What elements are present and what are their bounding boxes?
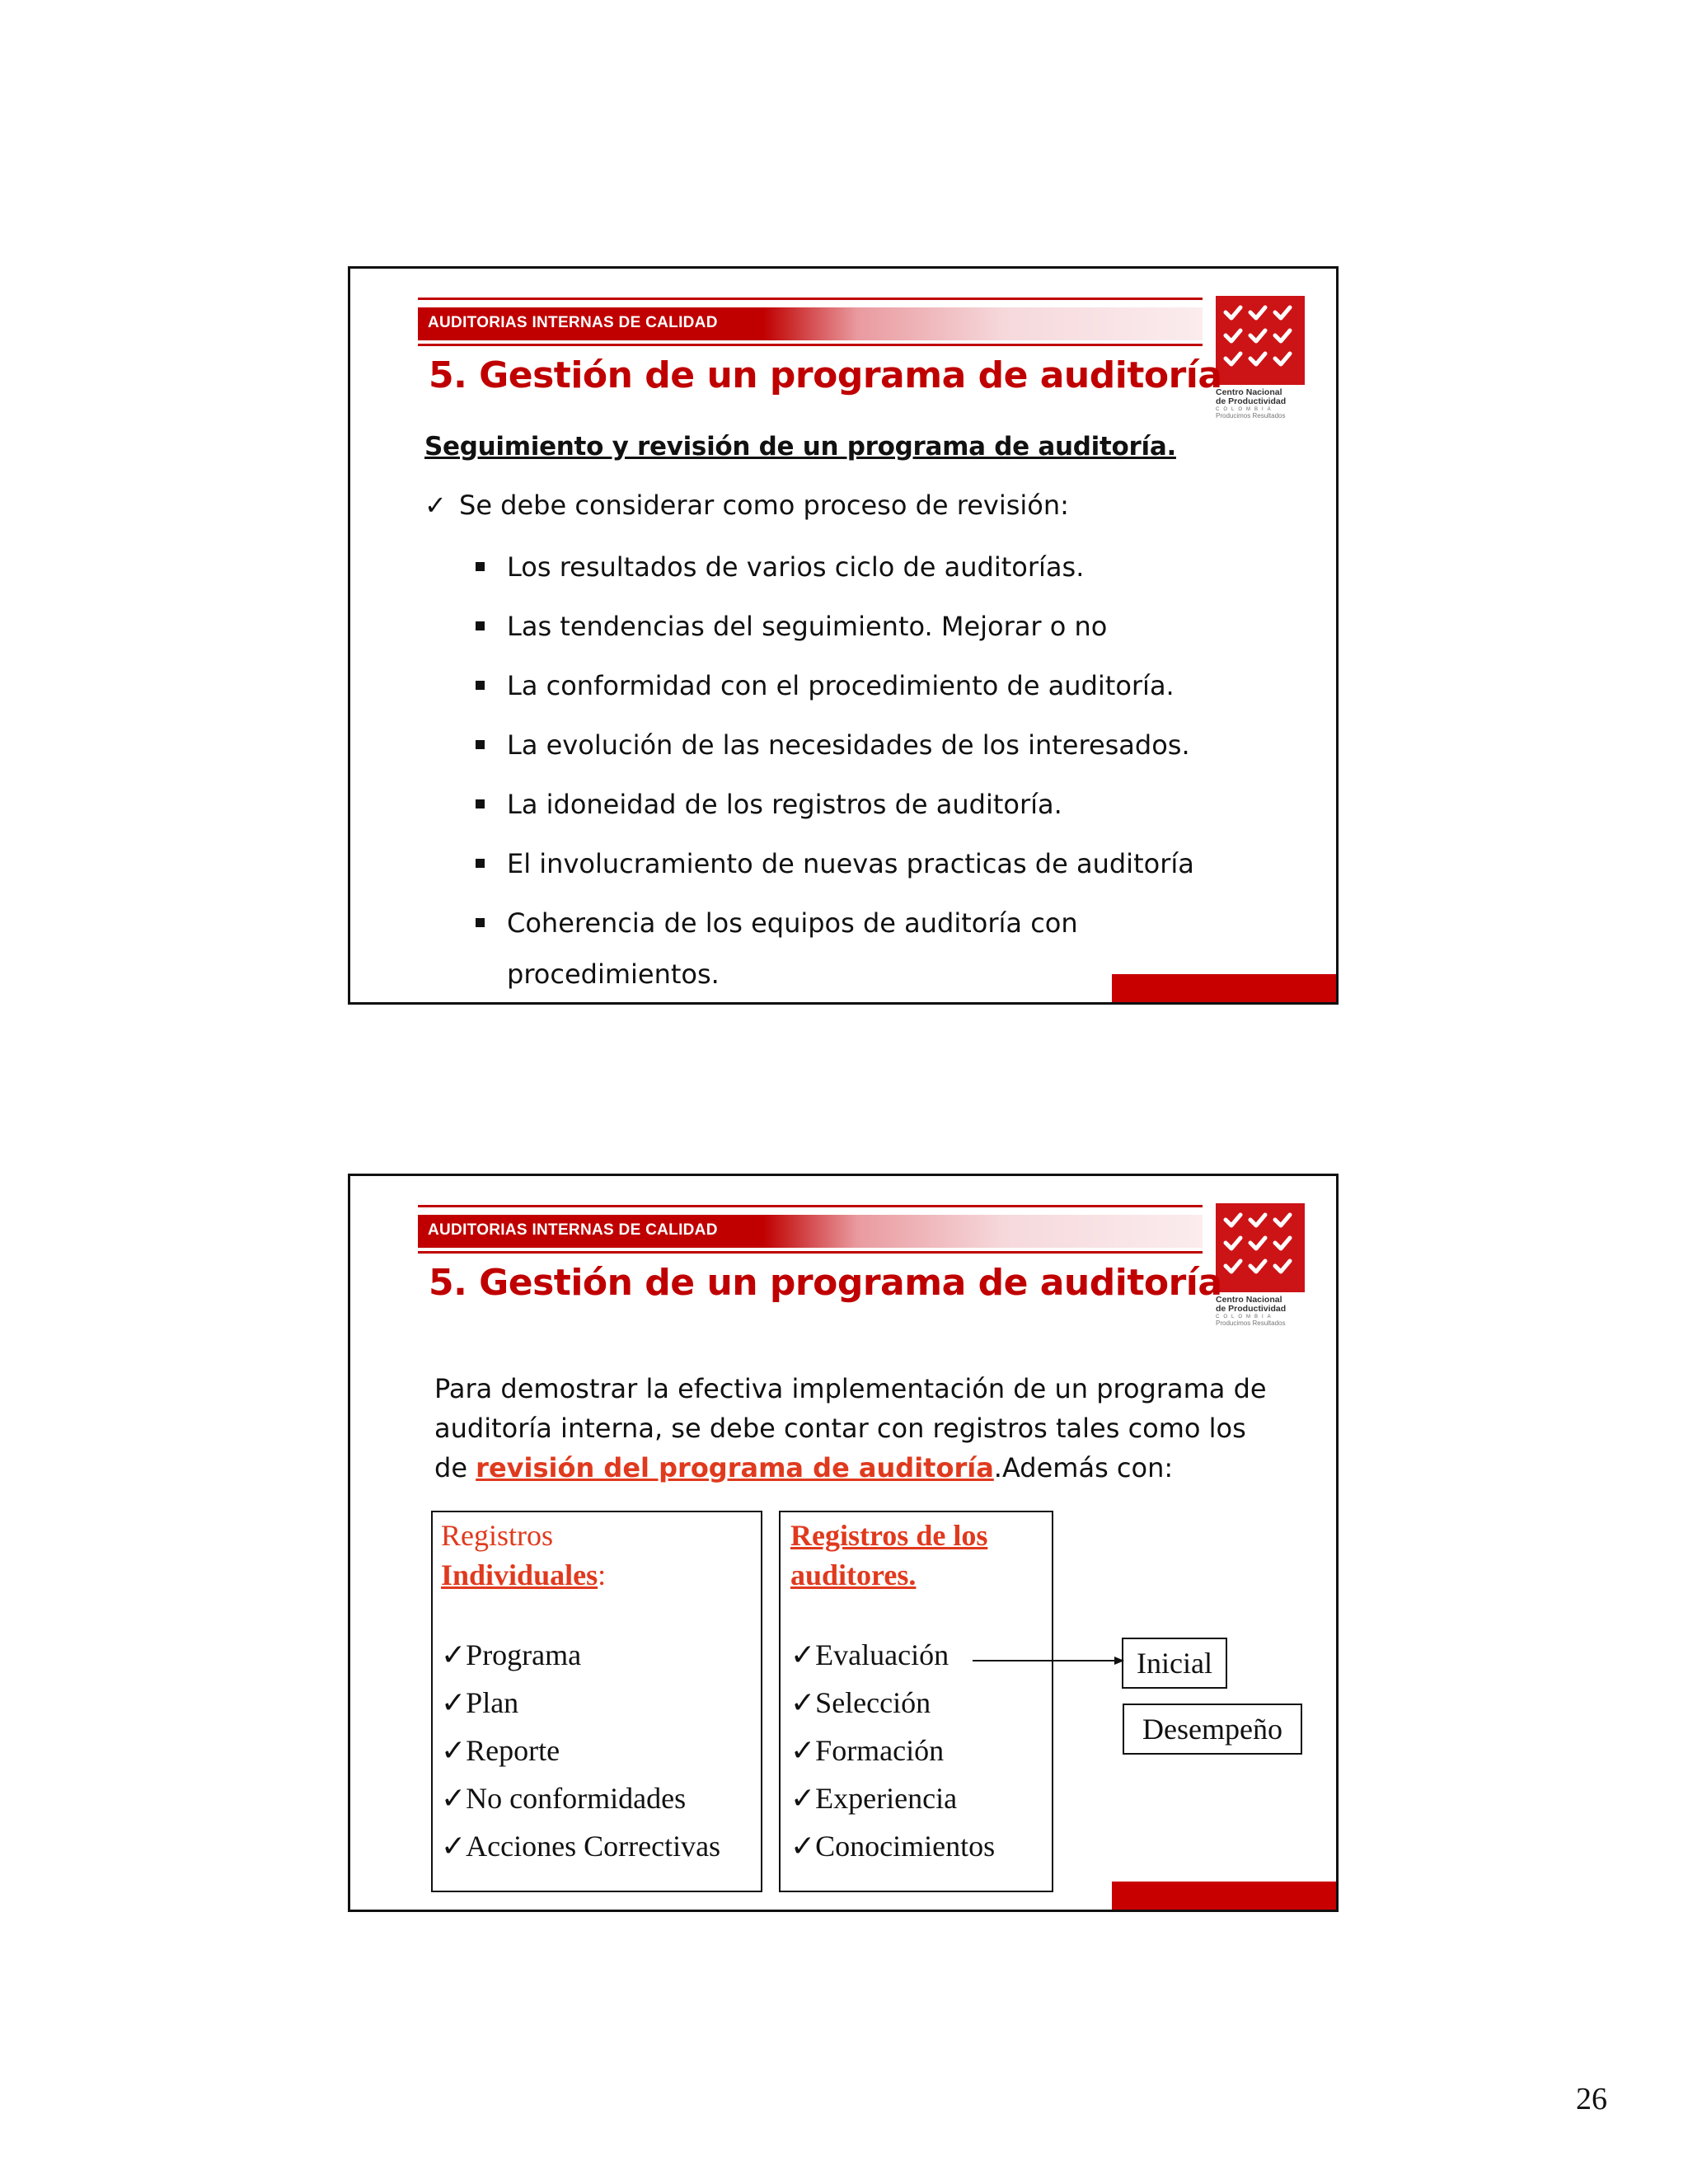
logo-slogan: Producimos Resultados [1216,412,1286,419]
check-item-text: Se debe considerar como proceso de revisión: [459,490,1069,521]
square-bullet-icon [476,918,485,927]
square-bullet-icon [476,621,485,630]
list-item: El involucramiento de nuevas practicas de auditoría [476,847,1194,907]
header-rule-bottom [418,344,1203,346]
list-item: ✓Programa [441,1638,582,1671]
checkmark-icon: ✓ [441,1734,467,1767]
individual-records-box [431,1511,762,1892]
company-logo [1216,1203,1305,1327]
checkmark-icon: ✓ [790,1686,816,1719]
company-logo [1216,296,1305,419]
header-banner-text: AUDITORIAS INTERNAS DE CALIDAD [428,314,718,331]
square-bullet-icon [476,740,485,749]
check-item [424,490,1069,521]
list-item: ✓Conocimientos [790,1830,996,1863]
list-item: ✓Evaluación [790,1638,950,1671]
list-item: ✓Plan [441,1686,519,1719]
checkmark-icon: ✓ [424,490,447,521]
checkmark-icon: ✓ [441,1638,467,1671]
page-number: 26 [1576,2082,1607,2116]
individual-records-list [441,1631,753,1870]
list-item: Los resultados de varios ciclo de auditorías. [476,551,1194,610]
checkmark-icon: ✓ [790,1638,816,1671]
checkmark-icon: ✓ [790,1734,816,1767]
list-item: ✓No conformidades [441,1782,687,1815]
checkmark-icon: ✓ [790,1830,816,1863]
square-bullet-icon [476,799,485,808]
list-item: ✓Reporte [441,1734,560,1767]
list-item: Las tendencias del seguimiento. Mejorar o no [476,610,1194,669]
logo-checkmarks-icon [1216,296,1305,385]
list-item: La evolución de las necesidades de los interesados. [476,729,1194,788]
square-bullet-icon [476,859,485,868]
initial-box: Inicial [1122,1638,1227,1689]
slide-title: 5. Gestión de un programa de auditoría [429,1262,1222,1304]
header-banner [418,1215,1203,1248]
logo-country: COLOMBIA [1216,1315,1275,1319]
list-item: ✓Acciones Correctivas [441,1830,721,1863]
logo-name: Centro Nacional de Productividad [1216,387,1287,406]
subheading: Seguimiento y revisión de un programa de auditoría. [424,432,1176,462]
slide-2 [348,1174,1339,1912]
intro-paragraph: Para demostrar la efectiva implementación de un programa de auditoría interna, se debe contar con registros tales como los de revisión del programa de auditoría.Además con: [434,1373,1267,1483]
checkmark-icon: ✓ [441,1782,467,1815]
performance-box: Desempeño [1123,1704,1302,1755]
square-bullet-icon [476,681,485,690]
header-banner-text: AUDITORIAS INTERNAS DE CALIDAD [428,1221,718,1239]
bullet-list [476,551,1194,1000]
checkmark-icon: ✓ [441,1830,467,1863]
arrow-right-icon [973,1654,1125,1667]
slide-title: 5. Gestión de un programa de auditoría [429,354,1222,396]
list-item: La conformidad con el procedimiento de auditoría. [476,669,1194,729]
list-item: ✓Formación [790,1734,945,1767]
header-rule-top [418,1205,1203,1207]
header-rule-top [418,298,1203,300]
logo-country: COLOMBIA [1216,407,1275,412]
individual-records-heading: Registros Individuales: [441,1519,607,1591]
list-item: La idoneidad de los registros de auditoría. [476,788,1194,847]
checkmark-icon: ✓ [790,1782,816,1815]
program-review-link[interactable]: revisión del programa de auditoría [476,1452,994,1483]
slide-1 [348,266,1339,1005]
list-item: ✓Selección [790,1686,931,1719]
logo-name: Centro Nacional de Productividad [1216,1295,1287,1314]
auditor-records-box [779,1511,1053,1892]
logo-slogan: Producimos Resultados [1216,1319,1286,1327]
list-item: ✓Experiencia [790,1782,958,1815]
list-item: Coherencia de los equipos de auditoría con procedimientos. [476,898,1100,1000]
footer-red-bar [1112,974,1336,1002]
square-bullet-icon [476,562,485,571]
header-rule-bottom [418,1251,1203,1254]
auditor-records-heading: Registros de los auditores. [790,1519,988,1591]
logo-checkmarks-icon [1216,1203,1305,1292]
checkmark-icon: ✓ [441,1686,467,1719]
header-banner [418,307,1203,340]
footer-red-bar [1112,1882,1336,1910]
